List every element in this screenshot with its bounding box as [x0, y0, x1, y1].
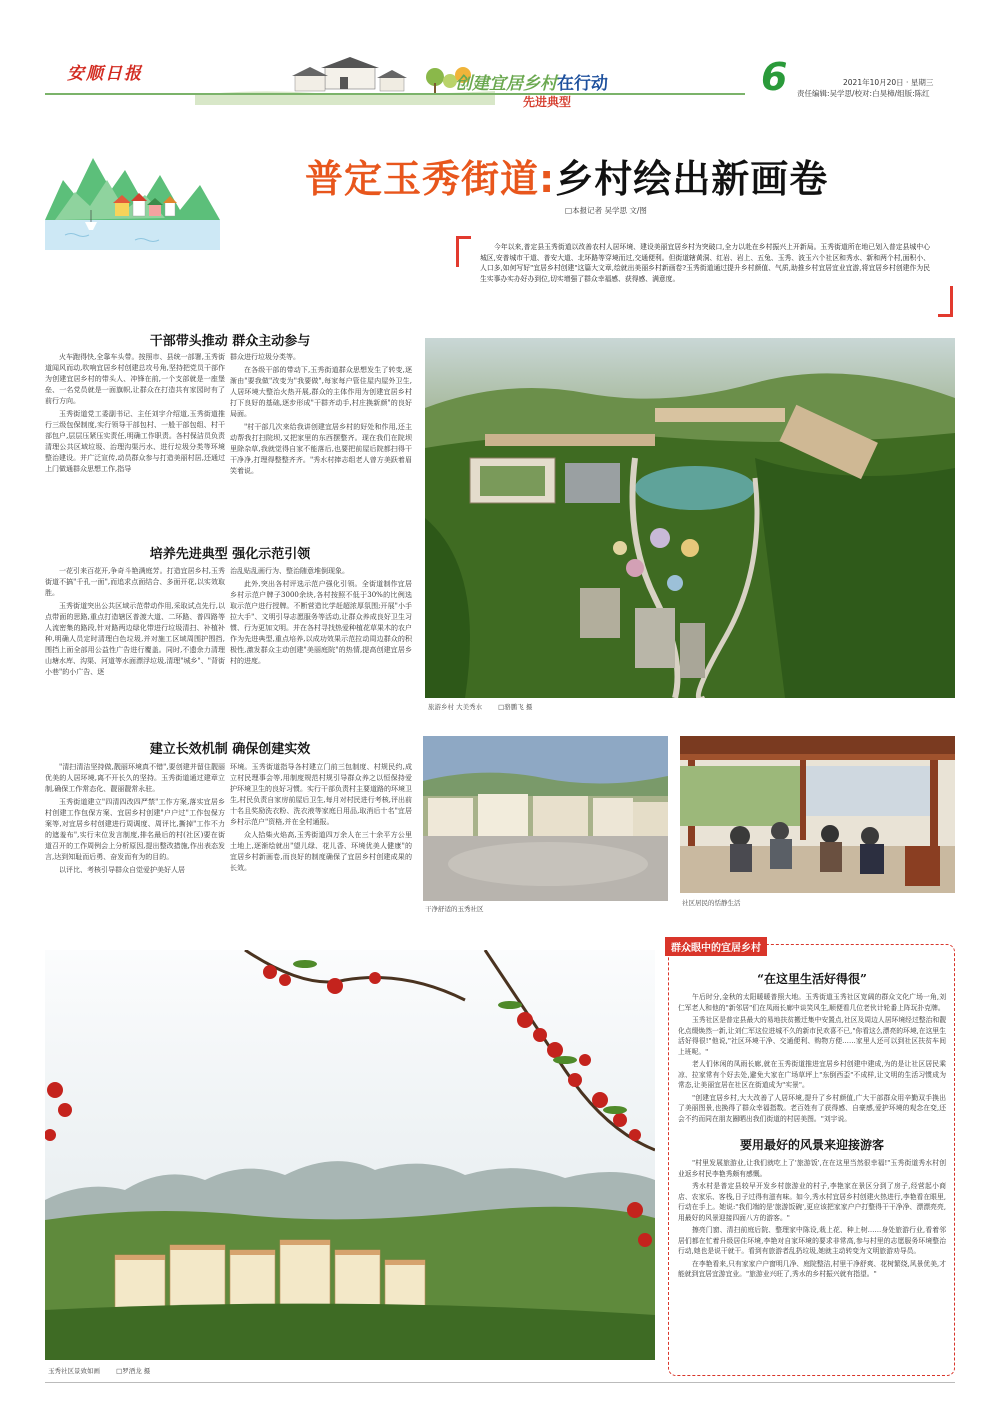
editor-line: 责任编辑:吴学思/校对:白昊樟/组版:陈红: [797, 89, 930, 98]
aerial-caption-text: 旅游乡村 大美秀水: [428, 703, 483, 711]
section1-col1: [45, 352, 225, 502]
issue-date: 2021年10月20日 · 星期三: [843, 78, 934, 87]
paragraph: 一花引来百花开,争奇斗艳满庭芳。打造宜居乡村,玉秀街道不搞"千孔一面",而追求点面结合、多面开花,以实效取胜。: [45, 567, 225, 597]
scenery-photo: [45, 950, 655, 1360]
paragraph: "清扫清洁坚持做,靓丽环境真不错",要创建并留住靓丽优美的人居环境,离不开长久的坚持。玉秀街道通过建章立制,确保工作常态化、靓丽靓常永驻。: [45, 763, 225, 793]
community-caption: 干净舒适的玉秀社区: [425, 905, 484, 913]
section1-heading: 干部带头推动 群众主动参与: [149, 334, 311, 349]
byline: □本报记者 吴学思 文/图: [565, 206, 647, 215]
lead-bracket-right: [938, 286, 953, 317]
scenery-caption: [48, 1366, 150, 1375]
paragraph: 在李艳看来,只有家家户户窗明几净、庭院整洁,村里干净舒爽、花树繁绕,风景优美,才能就到宜居宜游宜业。"旅游业兴旺了,秀水的乡村振兴就有指望。": [678, 1259, 946, 1278]
paragraph: 玉秀街道突出公共区域示范带动作用,采取试点先行,以点带面的思路,重点打造辖区普渡大道、二环路、普四路等人流密集的路段,针对路两边绿化带进行垃圾清扫、补植补种,明确人员定时清理白色垃圾,并对施工区域周围护围挡,围挡上面全部用公益性广告进行覆盖。同时,不遗余力清理山塘水库、沟渠、河道等水面漂浮垃圾,清理"城乡"、"背街小巷"的小广告、逐: [45, 602, 225, 676]
residents-caption: 社区居民的恬静生活: [682, 899, 741, 907]
sidebar-story2-title: 要用最好的风景来迎接游客: [739, 1138, 884, 1152]
paragraph: 玉秀社区是普定县最大的易地扶贫搬迁集中安置点,社区及周边人居环境经过整治和靓化点缀焕然一新,让刘仁军这位进城不久的新市民欢喜不已,"你看这么漂亮的环境,在这里生活好得很!"他说,"社区环境干净、交通便利、购物方便……家里人还可以到社区扶贫车间上班呢。": [678, 1016, 946, 1056]
lead-paragraph: [480, 242, 930, 312]
paragraph: 玉秀街道党工委副书记、主任刘宇介绍道,玉秀街道推行三级包保制度,实行领导干部包村、一般干部包组、村干部包户,层层压紧压实责任,明确工作职责。各村保洁员负责清理公共区域垃圾、治理沟渠污水、进行垃圾分类等环境整治建设。并广泛宣传,动员群众参与打造美丽村居,还通过上门做通群众思想工作,指导: [45, 410, 225, 473]
page-number: 6: [761, 55, 788, 99]
paragraph: 此外,突出各村评选示范户强化引领。全街道制作宜居乡村示范户牌子3000余块,各村按照不低于30%的比例选取示范户进行授牌。不断营造比学赶超浓厚氛围;开展"小手拉大手"、文明引导志愿服务等活动,让群众养成良好卫生习惯、行为更加文明。并在各村寻找热爱种植花草果木的农户作为先进典型,重点培养,以成功效果示范拉动周边群众的积极性,激发群众主动创建"美丽庭院"的热情,提高创建宜居乡村的进度。: [230, 580, 412, 665]
residents-photo: [680, 736, 955, 893]
paragraph: 火车跑得快,全靠车头带。按照市、县统一部署,玉秀街道闻风而动,吹响宜居乡村创建总攻号角,坚持把党员干部作为创建宜居乡村的带头人、冲锋在前,一个支部就是一座堡垒、一名党员就是一面旗帜,让群众在打造共有家园时有了前行方向。: [45, 353, 225, 405]
masthead: [45, 55, 955, 115]
sidebar-story1-title: “在这里生活好得很”: [757, 972, 867, 986]
section2-col1: [45, 566, 225, 696]
scenery-credit: □罗酒龙 摄: [116, 1367, 151, 1375]
paragraph: "村里发展旅游业,让我们就吃上了'旅游饭',在在这里当然很幸福!"玉秀街道秀水村创业返乡村民李艳秀颇有感慨。: [678, 1159, 946, 1178]
section2-col2: [230, 566, 412, 696]
headline-part2: 乡村绘出新画卷: [555, 157, 829, 201]
landscape-illustration: [45, 140, 220, 250]
sidebar-tag: 群众眼中的宜居乡村: [665, 937, 767, 956]
paragraph: 擦亮门窗、清扫前庭后院、整理家中陈设,栽上花、种上树……身处旅游行业,看着邻居们都在忙着升级居住环境,李艳对自家环境的要求非常高,参与村里的志愿服务环境整治行动,她也是说干就干。看到有旅游者乱扔垃圾,她就主动转变为文明旅游劝导员。: [678, 1226, 946, 1255]
paragraph: 群众进行垃圾分类等。: [230, 353, 300, 361]
sidebar-story1: [678, 992, 946, 1128]
paragraph: 午后时分,金秋的太阳暖暖普照大地。玉秀街道玉秀社区宽阔的群众文化广场一角,刘仁军老人和他的"新邻居"们在凤雨长廊中谈笑风生,顺便看几位老伙计轮番上阵玩扑克牌。: [678, 993, 946, 1012]
aerial-credit: □骆鹏飞 摄: [498, 703, 533, 711]
paragraph: 老人们休闲的凤雨长廊,就在玉秀街道推进宜居乡村创建中建成,为的是让社区居民乘凉、拉家常有个好去处,避免大家在广场草坪上"东倒西歪"不成样,让文明的生活习惯成为常态,让美丽宜居在社区在街道成为"实景"。: [678, 1060, 946, 1089]
paragraph: 在各级干部的带动下,玉秀街道群众思想发生了转变,逐渐由"要我做"改变为"我要做",每家每户管住屋内屋外卫生,人居环境大整治火热开展,群众的主体作用为创建宜居乡村打下良好的基础,逐步形成"干群齐动手,村庄换新颜"的良好局面。: [230, 366, 412, 418]
headline-part1: 普定玉秀街道:: [305, 157, 556, 201]
section3-col1: [45, 762, 225, 912]
paragraph: "村干部几次来给我讲创建宜居乡村的好处和作用,还主动帮我打扫院坝,又把家里的东西摆整齐。现在我们在院坝里除杂草,我就觉得自家不能落后,也要把前屋后院都扫得干干净净,打理得整整齐齐。"秀水村捧志组老人曾方美跃着眉笑着说。: [230, 423, 412, 475]
scenery-caption-text: 玉秀社区景致如画: [48, 1367, 100, 1375]
section1-col2: [230, 352, 412, 502]
masthead-rule: [45, 93, 745, 95]
paper-name-logo: 安顺日报: [67, 64, 143, 84]
column-subtitle: 先进典型: [523, 95, 572, 109]
bottom-rule: [45, 1382, 955, 1383]
paragraph: 治乱贴乱画行为、整治随意堆倒现象。: [230, 567, 349, 575]
sidebar-story2: [678, 1158, 946, 1368]
paragraph: 玉秀街道建立"四清四改四严禁"工作方案,落实宜居乡村创建工作包保方案、宜居乡村创建"户户过"工作包保方案等,对宜居乡村创建进行周调度、周评比,撕掉"工作不力的遮羞布",实行末位发言制度,排名最后的村(社区)要在街道召开的工作周例会上分析原因,提出整改措施,作出表态发言,达到知耻而后勇、奋发而有为的目的。: [45, 798, 225, 861]
masthead-village-illustration: [195, 55, 495, 105]
aerial-photo: [425, 338, 955, 698]
column-title: [455, 69, 608, 94]
column-title-a: 创建宜居乡村: [455, 74, 557, 94]
lead-text: 今年以来,普定县玉秀街道以改善农村人居环境、建设美丽宜居乡村为突破口,全力以赴在乡村振兴上开新局。玉秀街道所在地已划入普定县城中心城区,安普城市干道、普安大道、北环路等穿境而过,交通便利。但街道辖黄洞、红岩、岩上、五兔、玉秀、波玉六个社区和秀水、新和两个村,面积小、人口多,如何写好"宜居乡村创建"这篇大文章,绘就出美丽乡村新画卷?玉秀街道通过提升乡村颜值、气质,助推乡村宜居宜业宜游,将宜居乡村创建作为民生实事办实办好办到位,切实增强了群众幸福感、获得感、满意度。: [480, 243, 930, 283]
headline: [305, 148, 828, 203]
paragraph: 环境。玉秀街道指导各村建立门前三包制度、村规民约,成立村民理事会等,用制度规范村规引导群众养之以恒保持爱护环境卫生的良好习惯。实行干部负责村主要道路的环境卫生,村民负责自家房前屋后卫生,每月对村民进行考核,评出前十名且奖励洗衣粉、洗衣液等家庭日用品,取消后十名"宜居乡村示范户"资格,并在全村通报。: [230, 763, 412, 826]
aerial-caption: [428, 702, 532, 711]
community-photo: [423, 736, 668, 901]
column-title-b: 在行动: [557, 74, 608, 94]
paragraph: 秀水村是普定县较早开发乡村旅游业的村子,李艳家在景区分到了房子,经营起小商店、农家乐、客栈,日子过得有滋有味。如今,秀水村宜居乡村创建火热进行,李艳看在眼里,行动在手上。她说:"我们端的是'旅游饭碗',更应该把家家户户打整得干干净净、漂漂亮亮,用最好的风景迎接四面八方的游客。": [678, 1182, 946, 1222]
section3-col2: [230, 762, 412, 912]
lead-bracket-left: [456, 236, 471, 267]
paragraph: "创建宜居乡村,大大改善了人居环境,提升了乡村颜值,广大干部群众用辛勤双手换出了美丽图景,也换得了群众幸福指数。老百姓有了获得感、自豪感,爱护环境的观念在变,还会不约而同在朋友圈晒出我们街道的村居美图。"刘宇说。: [678, 1093, 946, 1123]
paragraph: 众人拾柴火焰高,玉秀街道四万余人在三十余平方公里土地上,逐渐绘就出"望儿绿、花儿香、环境优美人健康"的宜居乡村新画卷,而良好的制度确保了宜居乡村创建成果的长效。: [230, 831, 412, 872]
paragraph: 以评比、考核引导群众自觉爱护美好人居: [59, 866, 185, 874]
section2-heading: 培养先进典型 强化示范引领: [149, 547, 311, 562]
section3-heading: 建立长效机制 确保创建实效: [149, 742, 311, 757]
